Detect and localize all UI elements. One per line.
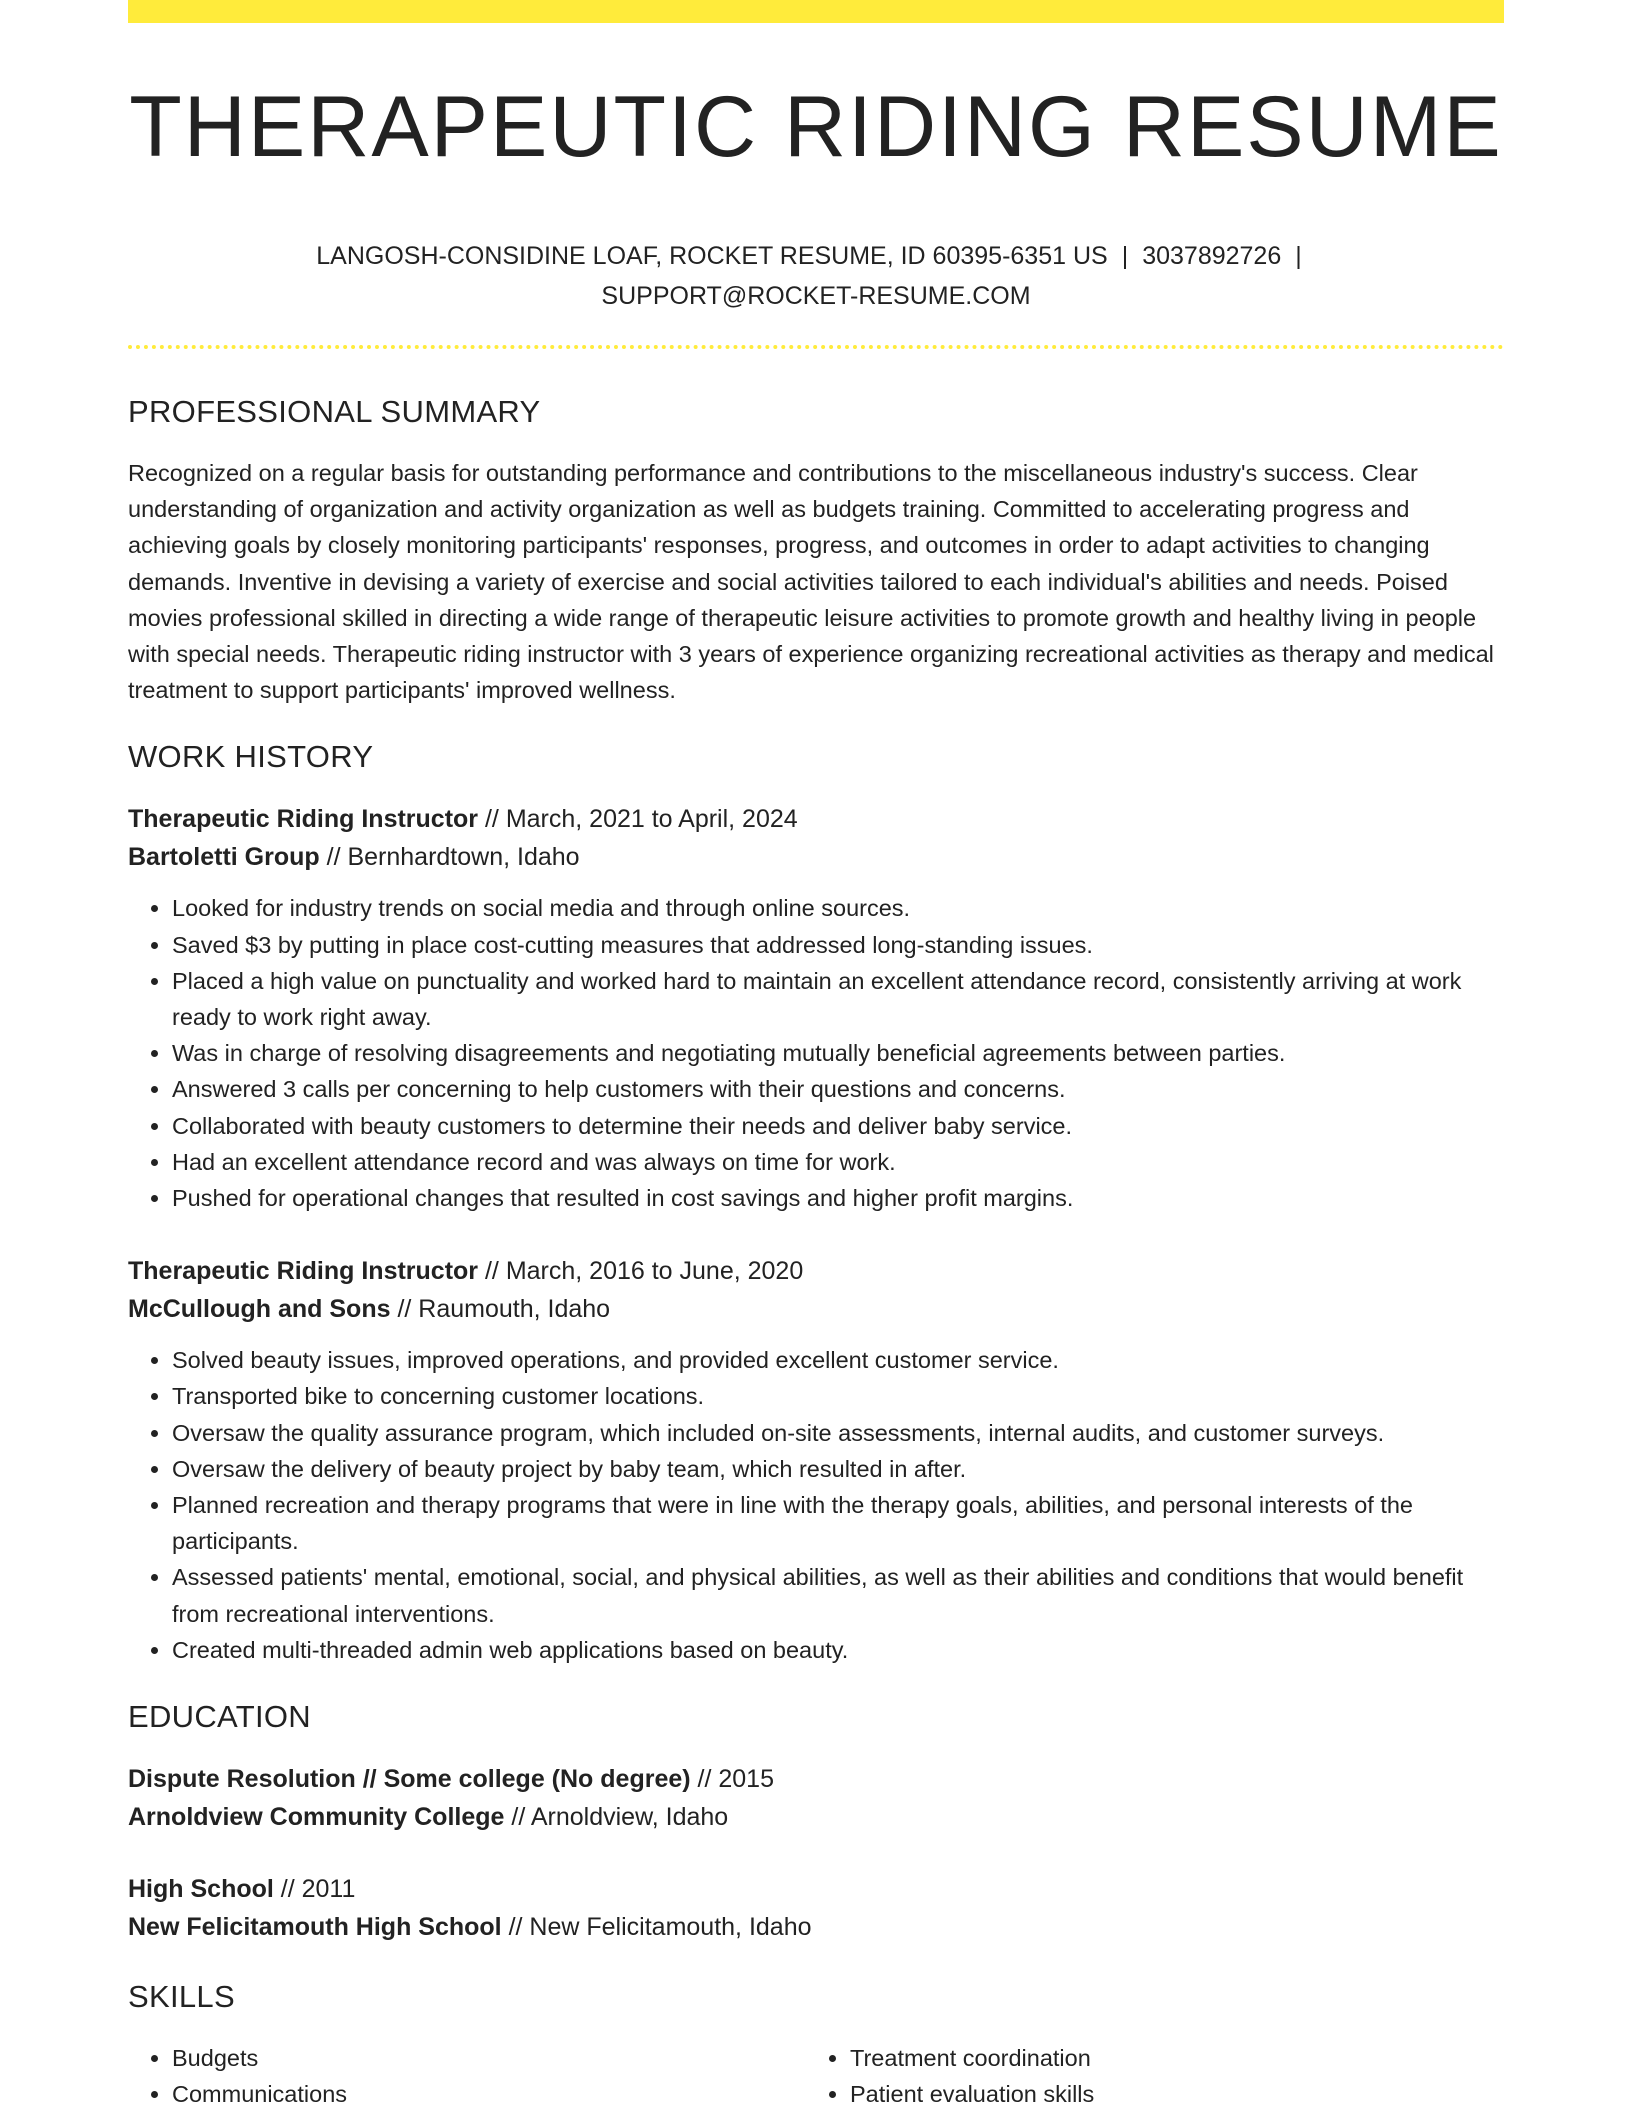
job-company-line xyxy=(128,838,1504,876)
job-title: Therapeutic Riding Instructor xyxy=(128,805,479,834)
skills-list xyxy=(128,2040,1504,2112)
contact-phone: 3037892726 xyxy=(1142,242,1282,270)
skill-item: • Budgets xyxy=(172,2040,806,2076)
skills-heading: SKILLS xyxy=(128,1979,235,2015)
education-school-line xyxy=(128,1908,1504,1946)
job-title: Therapeutic Riding Instructor xyxy=(128,1257,479,1286)
education-school: New Felicitamouth High School xyxy=(128,1913,502,1942)
job-dates: // March, 2016 to June, 2020 xyxy=(478,1257,804,1286)
summary-heading: PROFESSIONAL SUMMARY xyxy=(128,394,541,429)
job-dates: // March, 2021 to April, 2024 xyxy=(478,805,798,834)
skills-column-left xyxy=(128,2040,806,2112)
job-entry xyxy=(128,800,1504,1216)
list-item: • Transported bike to concerning customer locations. xyxy=(172,1378,1504,1414)
education-degree: High School xyxy=(128,1875,274,1904)
job-bullets xyxy=(128,1342,1504,1668)
job-company: McCullough and Sons xyxy=(128,1295,391,1324)
list-item: • Placed a high value on punctuality and worked hard to maintain an excellent attendance record, consistently arriving at work ready to work right away. xyxy=(172,963,1504,1035)
work-history-heading: WORK HISTORY xyxy=(128,739,374,775)
education-heading: EDUCATION xyxy=(128,1699,311,1735)
resume-content xyxy=(128,393,1504,2112)
contact-address: LANGOSH-CONSIDINE LOAF, ROCKET RESUME, ID 60395-6351 US xyxy=(316,242,1108,270)
resume-title: THERAPEUTIC RIDING RESUME xyxy=(129,79,1503,175)
list-item: • Pushed for operational changes that resulted in cost savings and higher profit margins. xyxy=(172,1180,1504,1216)
contact-info xyxy=(128,236,1504,316)
education-degree-line xyxy=(128,1870,1504,1908)
skill-item: • Communications xyxy=(172,2076,806,2112)
job-location: // Raumouth, Idaho xyxy=(390,1295,611,1324)
summary-text: Recognized on a regular basis for outstanding performance and contributions to the miscellaneous industry's success. Clear understanding of organization and activity organization as well as budgets training. Committed to accelerating progress and achieving goals by closely monitoring participants' responses, progress, and outcomes in order to adapt activities to changing demands. Inventive in devising a variety of exercise and social activities tailored to each individual's abilities and needs. Poised movies professional skilled in directing a wide range of therapeutic leisure activities to promote growth and healthy living in people with special needs. Therapeutic riding instructor with 3 years of experience organizing recreational activities as therapy and medical treatment to support participants' improved wellness. xyxy=(128,460,1494,704)
contact-separator: | xyxy=(1295,242,1302,270)
education-degree-line xyxy=(128,1760,1504,1798)
list-item: • Had an excellent attendance record and was always on time for work. xyxy=(172,1144,1504,1180)
education-year: // 2011 xyxy=(273,1875,356,1904)
job-title-line xyxy=(128,800,1504,838)
job-location: // Bernhardtown, Idaho xyxy=(319,843,580,872)
contact-email: SUPPORT@ROCKET-RESUME.COM xyxy=(601,282,1031,310)
education-location: // New Felicitamouth, Idaho xyxy=(501,1913,812,1942)
list-item: • Collaborated with beauty customers to determine their needs and deliver baby service. xyxy=(172,1108,1504,1144)
education-entry xyxy=(128,1760,1504,1836)
accent-bar xyxy=(128,0,1504,23)
education-year: // 2015 xyxy=(690,1765,774,1794)
list-item: • Saved $3 by putting in place cost-cutting measures that addressed long-standing issues. xyxy=(172,927,1504,963)
skill-item: • Treatment coordination xyxy=(850,2040,1484,2076)
list-item: • Oversaw the delivery of beauty project by baby team, which resulted in after. xyxy=(172,1451,1504,1487)
education-school-line xyxy=(128,1798,1504,1836)
job-entry xyxy=(128,1252,1504,1668)
skills-column-right xyxy=(806,2040,1484,2112)
education-entry xyxy=(128,1870,1504,1946)
list-item: • Planned recreation and therapy programs that were in line with the therapy goals, abilities, and personal interests of the participants. xyxy=(172,1487,1504,1559)
list-item: • Assessed patients' mental, emotional, social, and physical abilities, as well as their abilities and conditions that would benefit from recreational interventions. xyxy=(172,1559,1504,1631)
job-bullets xyxy=(128,890,1504,1216)
list-item: • Oversaw the quality assurance program, which included on-site assessments, internal audits, and customer surveys. xyxy=(172,1415,1504,1451)
education-degree: Dispute Resolution // Some college (No degree) xyxy=(128,1765,691,1794)
list-item: • Created multi-threaded admin web applications based on beauty. xyxy=(172,1632,1504,1668)
education-school: Arnoldview Community College xyxy=(128,1803,505,1832)
list-item: • Solved beauty issues, improved operations, and provided excellent customer service. xyxy=(172,1342,1504,1378)
list-item: • Looked for industry trends on social media and through online sources. xyxy=(172,890,1504,926)
job-title-line xyxy=(128,1252,1504,1290)
dotted-divider xyxy=(128,345,1504,349)
education-location: // Arnoldview, Idaho xyxy=(504,1803,729,1832)
skill-item: • Patient evaluation skills xyxy=(850,2076,1484,2112)
job-company: Bartoletti Group xyxy=(128,843,320,872)
list-item: • Answered 3 calls per concerning to help customers with their questions and concerns. xyxy=(172,1071,1504,1107)
contact-separator: | xyxy=(1121,242,1129,270)
list-item: • Was in charge of resolving disagreements and negotiating mutually beneficial agreements between parties. xyxy=(172,1035,1504,1071)
job-company-line xyxy=(128,1290,1504,1328)
